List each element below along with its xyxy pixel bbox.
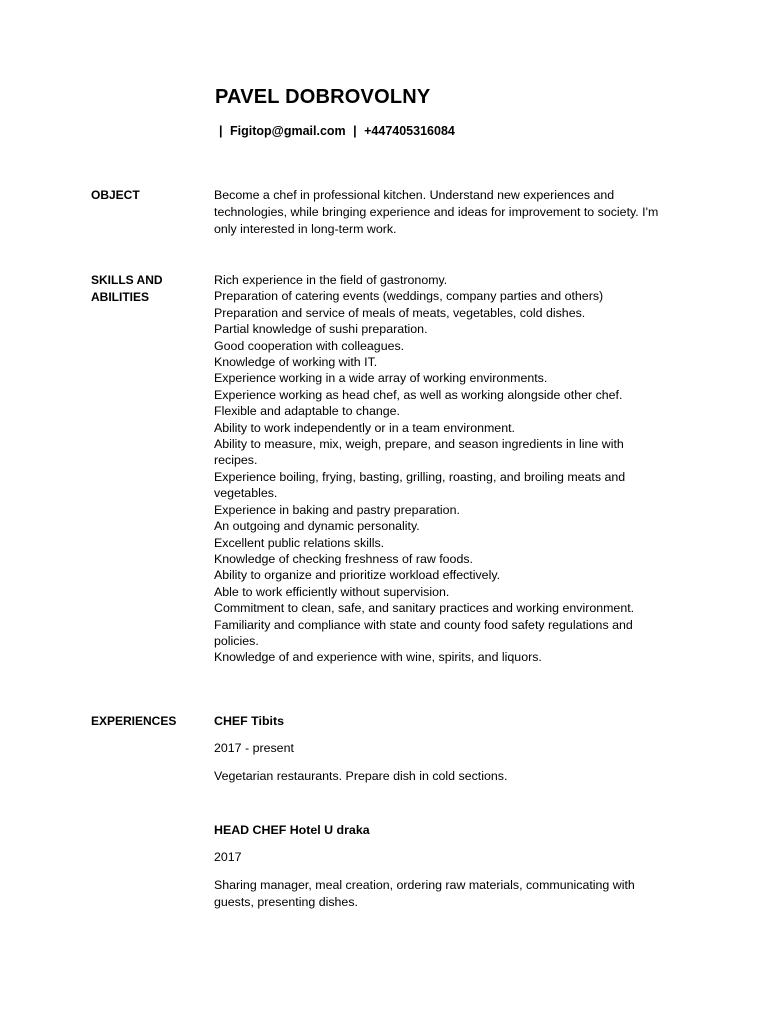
list-item: Knowledge of working with IT. <box>214 355 378 370</box>
list-item: Ability to work independently or in a team environment. <box>214 420 515 435</box>
list-item: Ability to organize and prioritize workload effectively. <box>214 568 501 583</box>
list-item: Excellent public relations skills. <box>214 535 385 550</box>
section-label-experiences: EXPERIENCES <box>91 714 177 728</box>
list-item: Experience boiling, frying, basting, grilling, roasting, and broiling meats and vegetables. <box>214 469 626 501</box>
job-description: Sharing manager, meal creation, ordering raw materials, communicating with guests, presenting dishes. <box>214 878 635 909</box>
job-title: CHEF Tibits <box>214 714 284 728</box>
list-item: Knowledge of and experience with wine, spirits, and liquors. <box>214 650 542 665</box>
list-item: Ability to measure, mix, weigh, prepare, and season ingredients in line with recipes. <box>214 437 624 468</box>
contact-separator: | <box>353 124 357 138</box>
list-item: Knowledge of checking freshness of raw foods. <box>214 551 473 566</box>
object-text: Become a chef in professional kitchen. Understand new experiences and technologies, while bringing experience and ideas for improvement to society. I'm only interested in long-term work. <box>214 188 659 236</box>
list-item: Preparation of catering events (weddings, company parties and others) <box>214 289 604 304</box>
list-item: Rich experience in the field of gastronomy. <box>214 273 448 287</box>
list-item: Able to work efficiently without supervision. <box>214 584 450 599</box>
list-item: An outgoing and dynamic personality. <box>214 519 420 534</box>
list-item: Experience working as head chef, as well as working alongside other chef. <box>214 387 623 402</box>
list-item: Experience working in a wide array of working environments. <box>214 371 548 386</box>
list-item: Flexible and adaptable to change. <box>214 404 400 419</box>
job-period: 2017 - present <box>214 741 294 755</box>
job-period: 2017 <box>214 850 242 864</box>
list-item: Familiarity and compliance with state and county food safety regulations and policies. <box>214 617 633 648</box>
job-title: HEAD CHEF Hotel U draka <box>214 823 370 837</box>
job-description: Vegetarian restaurants. Prepare dish in cold sections. <box>214 769 508 783</box>
candidate-name: PAVEL DOBROVOLNY <box>215 86 431 108</box>
contact-separator: | <box>219 124 223 138</box>
section-label-object: OBJECT <box>91 188 140 202</box>
section-label-skills: SKILLS AND ABILITIES <box>91 273 163 304</box>
list-item: Experience in baking and pastry preparation. <box>214 502 460 517</box>
contact-line <box>215 124 455 138</box>
list-item: Commitment to clean, safe, and sanitary practices and working environment. <box>214 601 635 616</box>
skills-list <box>214 272 670 666</box>
list-item: Good cooperation with colleagues. <box>214 338 405 353</box>
list-item: Preparation and service of meals of meats, vegetables, cold dishes. <box>214 305 586 320</box>
contact-phone: +447405316084 <box>364 124 455 138</box>
contact-email: Figitop@gmail.com <box>229 124 346 138</box>
list-item: Partial knowledge of sushi preparation. <box>214 322 428 337</box>
